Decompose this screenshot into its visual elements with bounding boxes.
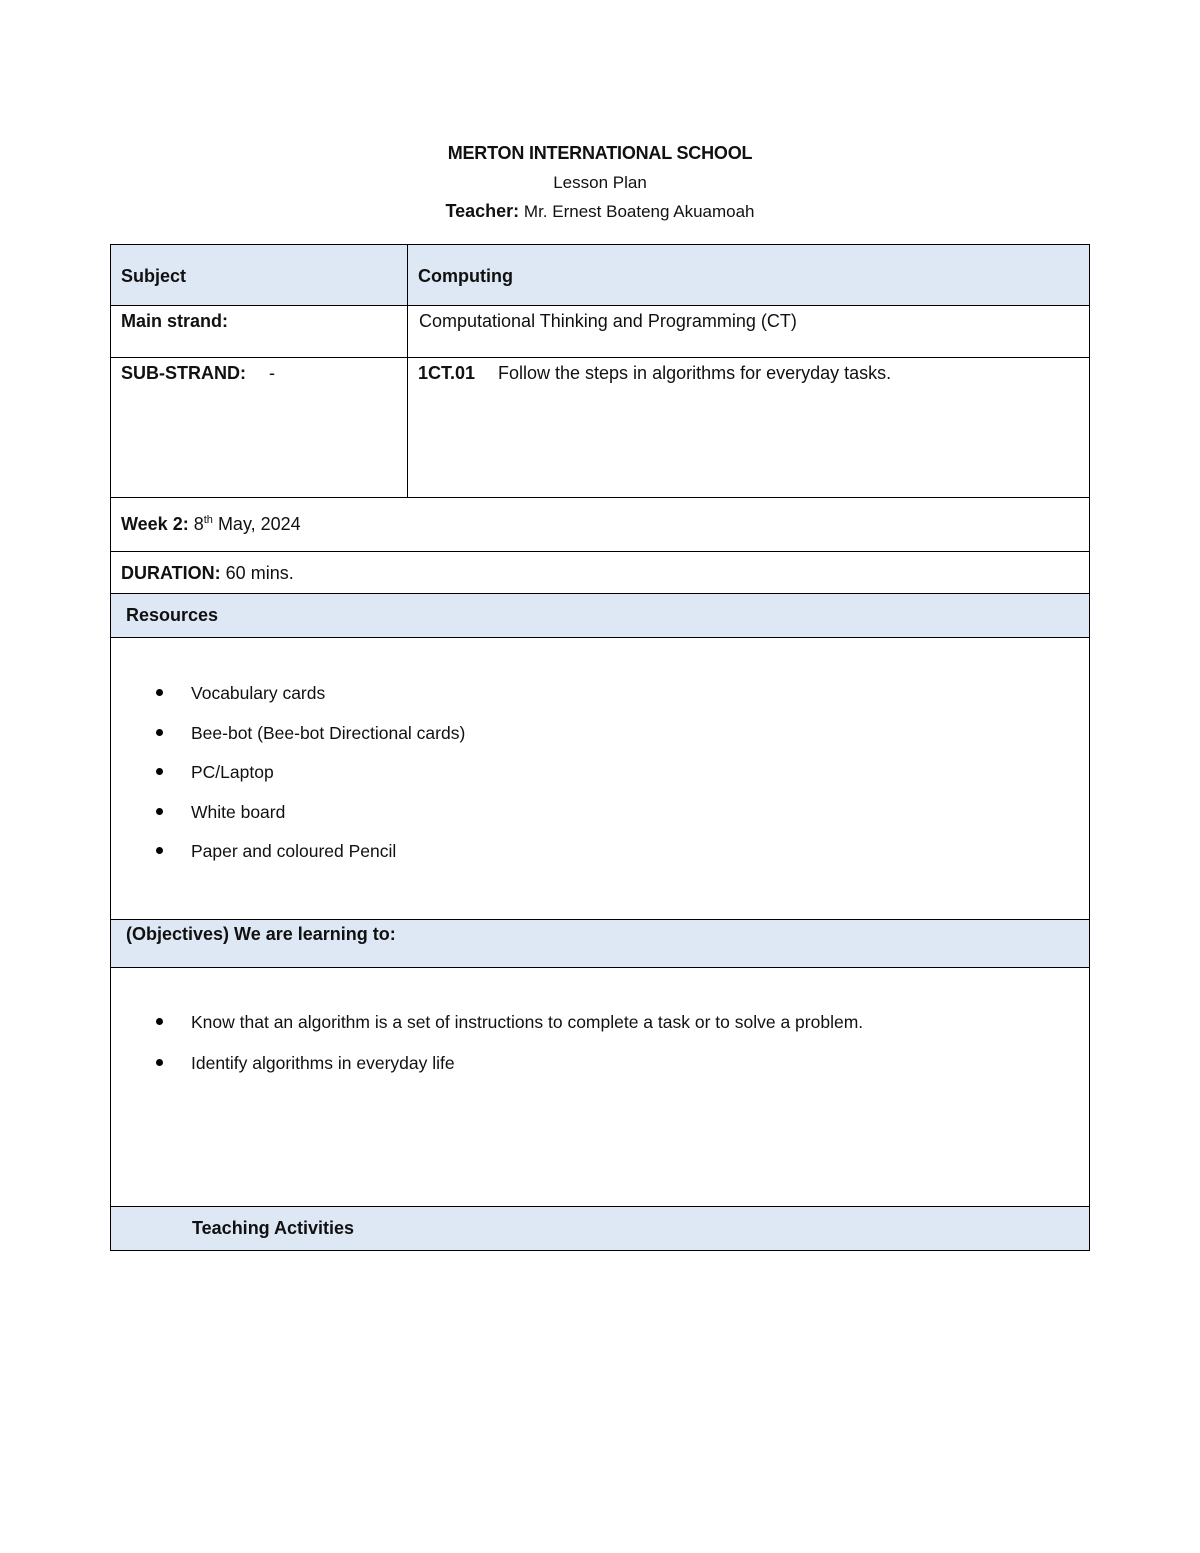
list-item — [111, 799, 465, 839]
duration-line — [121, 563, 294, 584]
main-strand-label-cell — [110, 305, 408, 358]
objectives-list — [111, 1009, 863, 1091]
bullet-icon — [156, 768, 163, 775]
subject-value: Computing — [418, 266, 513, 286]
bullet-icon — [156, 1059, 163, 1066]
bullet-icon — [156, 689, 163, 696]
week-line — [121, 514, 301, 535]
sub-strand-label: SUB-STRAND: — [121, 363, 246, 383]
school-name: MERTON INTERNATIONAL SCHOOL — [447, 143, 753, 163]
list-item — [111, 838, 465, 878]
bullet-icon — [156, 847, 163, 854]
main-strand-value-cell — [407, 305, 1090, 358]
objectives-header-cell — [110, 919, 1090, 968]
resources-list-cell — [110, 637, 1090, 920]
objectives-list-cell — [110, 967, 1090, 1207]
week-cell — [110, 497, 1090, 552]
objectives-label: (Objectives) We are learning to: — [126, 924, 396, 944]
week-day: 8 — [193, 514, 204, 534]
resource-text: White board — [191, 801, 286, 822]
subject-value-cell — [407, 244, 1090, 306]
week-date: May, 2024 — [217, 514, 301, 534]
list-item — [111, 720, 465, 760]
sub-strand-value: Follow the steps in algorithms for everyday tasks. — [498, 363, 892, 383]
teacher-line — [0, 201, 1200, 222]
main-strand-value: Computational Thinking and Programming (CT) — [419, 311, 797, 331]
list-item — [111, 680, 465, 720]
teacher-name: Mr. Ernest Boateng Akuamoah — [523, 202, 755, 221]
document-type: Lesson Plan — [553, 173, 647, 192]
bullet-icon — [156, 808, 163, 815]
sub-strand-label-cell — [110, 357, 408, 498]
objective-text: Know that an algorithm is a set of instructions to complete a task or to solve a problem. — [191, 1012, 864, 1032]
list-item — [111, 759, 465, 799]
duration-cell — [110, 551, 1090, 594]
sub-strand-dash: - — [269, 363, 275, 383]
subject-label: Subject — [121, 266, 187, 286]
resources-label: Resources — [126, 605, 219, 625]
teaching-activities-header-cell — [110, 1206, 1090, 1251]
bullet-icon — [156, 1018, 163, 1025]
resource-text: Paper and coloured Pencil — [191, 841, 397, 862]
week-day-suffix: th — [203, 514, 213, 526]
list-item — [111, 1009, 863, 1050]
teaching-activities-label: Teaching Activities — [192, 1218, 355, 1238]
sub-strand-code: 1CT.01 — [418, 363, 476, 383]
resources-header-cell — [110, 593, 1090, 638]
resource-text: Bee-bot (Bee-bot Directional cards) — [191, 722, 466, 743]
duration-value: 60 mins. — [225, 563, 294, 583]
list-item — [111, 1050, 863, 1091]
resource-text: PC/Laptop — [191, 762, 274, 783]
sub-strand-value-cell — [407, 357, 1090, 498]
duration-label: DURATION: — [121, 563, 221, 583]
subject-label-cell — [110, 244, 408, 306]
teacher-label: Teacher: — [445, 201, 520, 221]
week-label: Week 2: — [121, 514, 189, 534]
bullet-icon — [156, 729, 163, 736]
objective-text: Identify algorithms in everyday life — [191, 1053, 455, 1073]
resource-text: Vocabulary cards — [191, 683, 326, 703]
main-strand-label: Main strand: — [121, 311, 229, 331]
resources-list — [111, 680, 465, 878]
